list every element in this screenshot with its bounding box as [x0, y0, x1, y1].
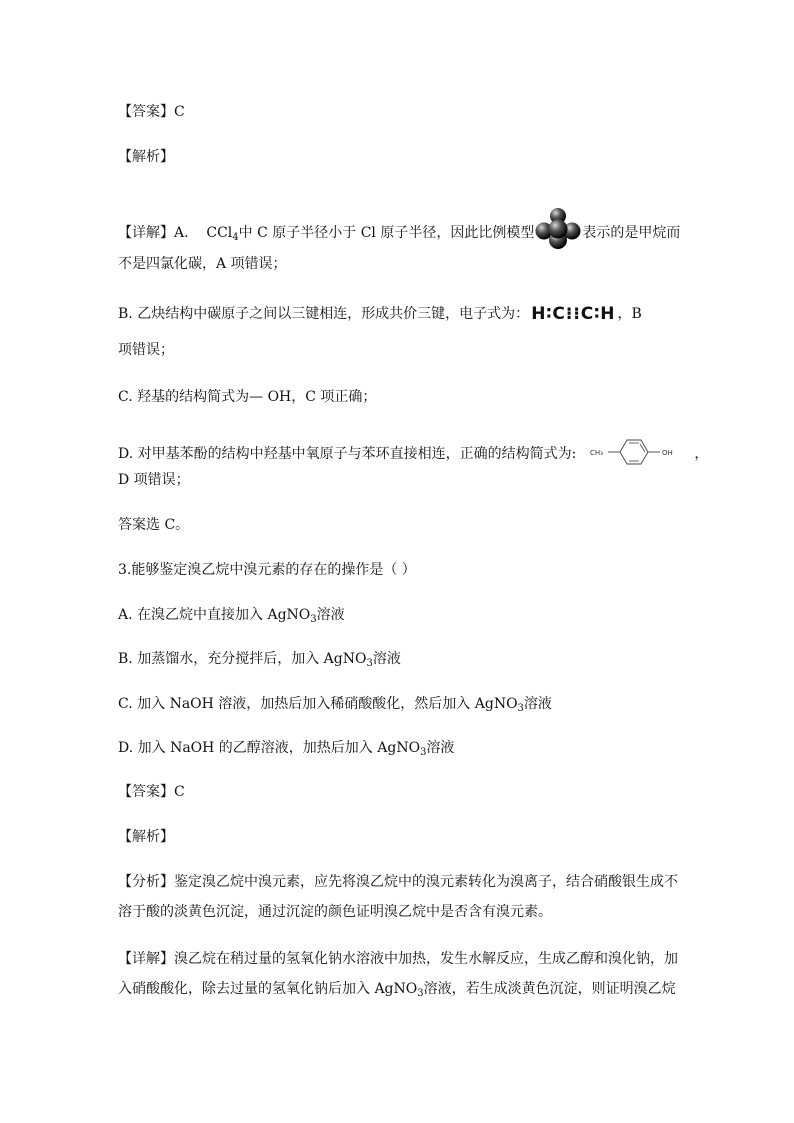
option-b-sub: 3: [366, 658, 373, 669]
detail-c-text: C. 羟基的结构简式为— OH，C 项正确；: [118, 389, 377, 405]
detail-d-text-end: ，: [694, 446, 709, 462]
detail-b-text: B. 乙炔结构中碳原子之间以三键相连，形成共价三键，电子式为：: [118, 306, 530, 322]
fenxi-text-1: 鉴定溴乙烷中溴元素，应先将溴乙烷中的溴元素转化为溴离子，结合硝酸银生成不: [174, 874, 678, 890]
analysis-tag: 【解析】: [118, 149, 174, 165]
detail-b-line: [118, 305, 642, 323]
option-d-sub: 3: [420, 747, 427, 758]
option-d-text: D. 加入 NaOH 的乙醇溶液，加热后加入 AgNO: [118, 740, 421, 756]
detail-a-text: 中 C 原子半径小于 Cl 原子半径，因此比例模型: [238, 225, 535, 241]
detail-sub-q3: 3: [417, 988, 424, 999]
answer-tag: 【答案】: [118, 104, 174, 120]
answer-line-q3: [118, 783, 185, 801]
option-c-text: C. 加入 NaOH 溶液，加热后加入稀硝酸酸化，然后加入 AgNO: [118, 696, 518, 712]
fenxi-text-2: 溶于酸的淡黄色沉淀，通过沉淀的颜色证明溴乙烷中是否含有溴元素。: [118, 904, 552, 920]
space-filling-model-icon: [535, 207, 581, 256]
detail-b-line-2: [118, 341, 174, 359]
electron-formula: H∶C⁝⁝C∶H: [531, 304, 616, 324]
detail-a-line: [118, 207, 680, 256]
detail-text-2-q3: 入硝酸酸化，除去过量的氢氧化钠后加入 AgNO: [118, 981, 418, 997]
option-d: [118, 739, 454, 757]
detail-tag: 【详解】: [118, 225, 174, 241]
detail-d-text: D. 对甲基苯酚的结构中羟基中氧原子与苯环直接相连，正确的结构简式为:: [118, 446, 577, 462]
option-b: [118, 650, 401, 668]
fenxi-line-2: [118, 903, 552, 921]
detail-line-1-q3: [118, 950, 678, 968]
detail-line-2-q3: [118, 980, 676, 998]
answer-value-q3: C: [174, 784, 185, 800]
analysis-tag-q3: 【解析】: [118, 829, 174, 845]
option-c-post: 溶液: [523, 696, 552, 712]
answer-value: C: [174, 104, 185, 120]
question-3: [118, 561, 416, 579]
option-c: [118, 695, 552, 713]
option-c-sub: 3: [517, 703, 524, 714]
option-b-text: B. 加蒸馏水，充分搅拌后，加入 AgNO: [118, 651, 367, 667]
detail-a-text-end: 表示的是甲烷而: [582, 225, 681, 241]
analysis-heading: [118, 148, 174, 166]
question-3-text: 3.能够鉴定溴乙烷中溴元素的存在的操作是（ ）: [118, 562, 416, 578]
option-d-post: 溶液: [426, 740, 455, 756]
detail-a-text-cont: 不是四氯化碳，A 项错误；: [118, 256, 287, 272]
answer-line: [118, 103, 185, 121]
detail-b-text-end: ，B: [617, 306, 642, 322]
detail-a-line-2: [118, 255, 287, 273]
ccl4-subscript: 4: [232, 232, 239, 243]
option-a-label: A.: [174, 225, 189, 241]
detail-text-2-post-q3: 溶液，若生成淡黄色沉淀，则证明溴乙烷: [423, 981, 676, 997]
detail-c-line: [118, 388, 376, 406]
fenxi-tag: 【分析】: [118, 874, 174, 890]
analysis-heading-q3: [118, 828, 174, 846]
detail-b-text-cont: 项错误；: [118, 342, 174, 358]
option-b-post: 溶液: [372, 651, 401, 667]
answer-tag-q3: 【答案】: [118, 784, 174, 800]
detail-d-line-2: [118, 471, 190, 489]
option-a: [118, 606, 345, 624]
option-a-post: 溶液: [316, 607, 345, 623]
p-cresol-structure-icon: [590, 434, 690, 473]
detail-d-text-cont: D 项错误；: [118, 472, 190, 488]
detail-tag-q3: 【详解】: [118, 951, 174, 967]
detail-d-line: [118, 434, 708, 473]
detail-text-1-q3: 溴乙烷在稍过量的氢氧化钠水溶液中加热，发生水解反应，生成乙醇和溴化钠，加: [174, 951, 678, 967]
ccl4-formula: CCl: [206, 225, 233, 241]
option-a-sub: 3: [310, 614, 317, 625]
struct-ch3-label: CH₃: [590, 449, 604, 457]
option-a-text: A. 在溴乙烷中直接加入 AgNO: [118, 607, 311, 623]
conclusion-line: [118, 516, 189, 534]
fenxi-line-1: [118, 873, 678, 891]
conclusion-text: 答案选 C。: [118, 517, 190, 533]
struct-oh-label: OH: [662, 449, 674, 457]
